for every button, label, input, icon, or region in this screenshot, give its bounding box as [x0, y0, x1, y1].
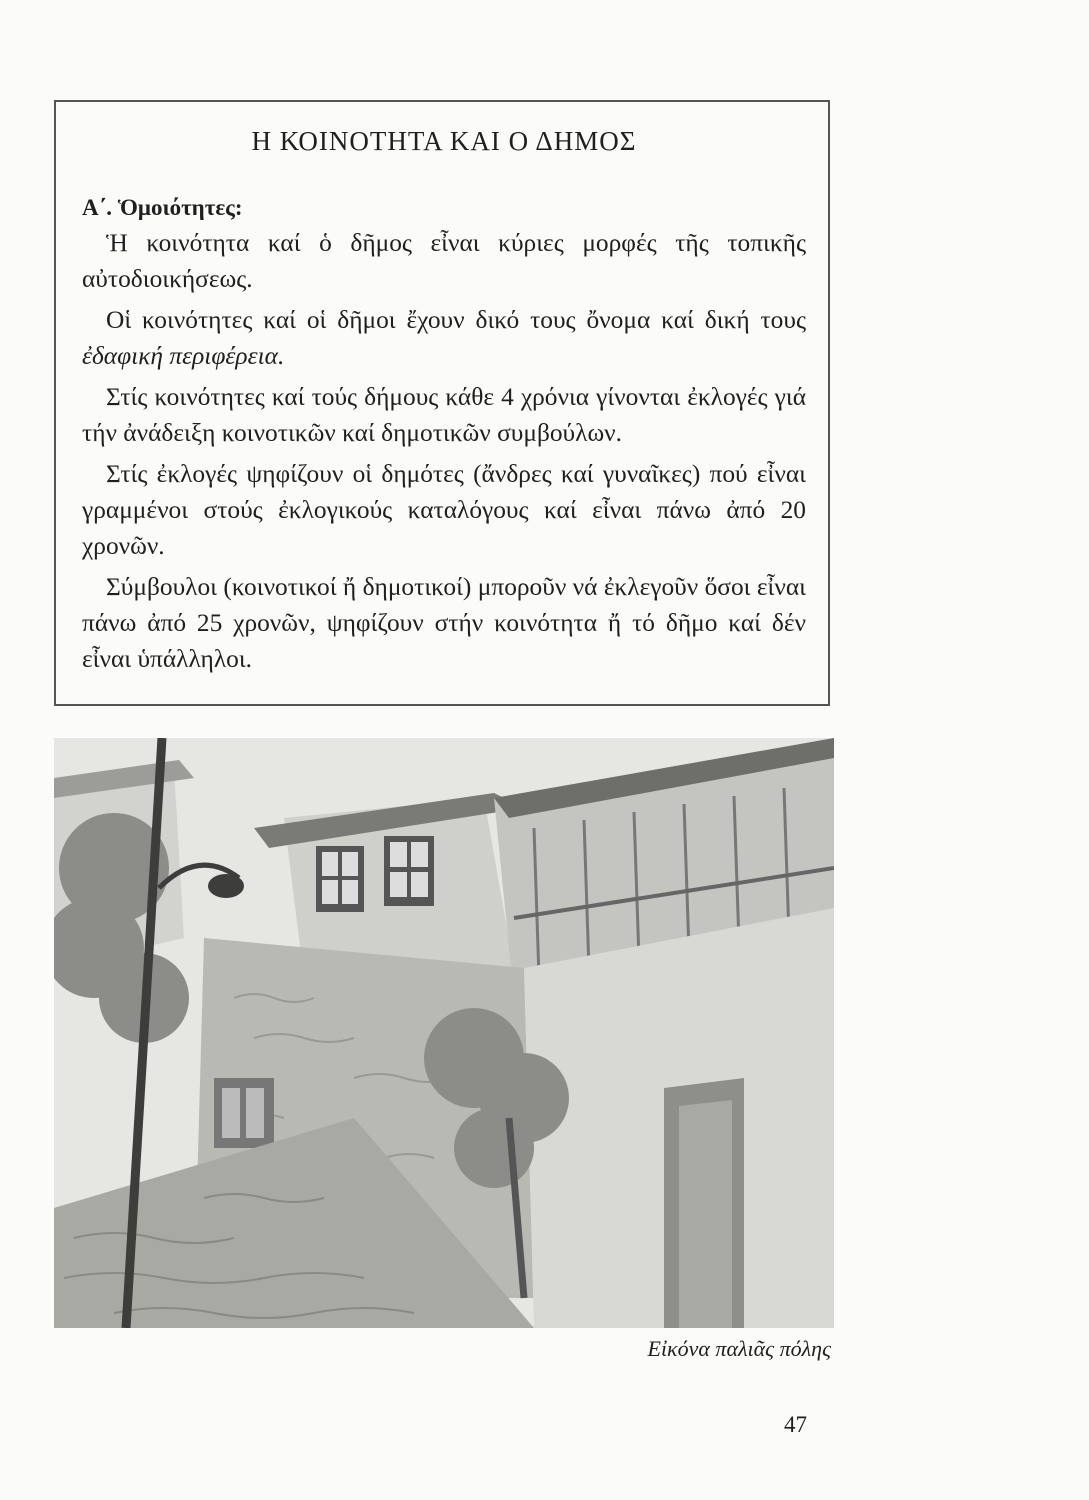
paragraph-2	[82, 302, 806, 374]
paragraph-4: Στίς ἐκλογές ψηφίζουν οἱ δημότες (ἄνδρες καί γυναῖκες) πού εἶναι γραμμένοι στούς ἐκλογικούς καταλόγους καί εἶναι πάνω ἀπό 20 χρονῶν.	[82, 460, 806, 560]
figure-caption: Εἰκόνα παλιᾶς πόλης	[647, 1336, 831, 1361]
old-town-street-drawing-icon	[54, 738, 834, 1328]
paragraph-1: Ἡ κοινότητα καί ὁ δῆμος εἶναι κύριες μορφές τῆς τοπικῆς αὐτοδιοικήσεως.	[82, 229, 806, 293]
paragraph-2-text: Οἱ κοινότητες καί οἱ δῆμοι ἔχουν δικό τους ὄνομα καί δική τους	[106, 306, 806, 334]
old-town-illustration	[54, 738, 834, 1328]
page-number: 47	[784, 1412, 807, 1437]
section-heading: Α΄. Ὁμοιότητες:	[82, 195, 243, 220]
paragraph-2-italic: ἐδαφική περιφέρεια.	[82, 342, 285, 370]
page-title: Η ΚΟΙΝΟΤΗΤΑ ΚΑΙ Ο ΔΗΜΟΣ	[251, 126, 637, 156]
paragraph-5: Σύμβουλοι (κοινοτικοί ἤ δημοτικοί) μποροῦν νά ἐκλεγοῦν ὅσοι εἶναι πάνω ἀπό 25 χρονῶν, ψηφίζουν στήν κοινότητα ἤ τό δῆμο καί δέν εἶναι ὑπάλληλοι.	[82, 573, 806, 673]
info-box	[54, 100, 830, 706]
paragraph-3: Στίς κοινότητες καί τούς δήμους κάθε 4 χρόνια γίνονται ἐκλογές γιά τήν ἀνάδειξη κοινοτικῶν καί δημοτικῶν συμβούλων.	[82, 383, 806, 447]
